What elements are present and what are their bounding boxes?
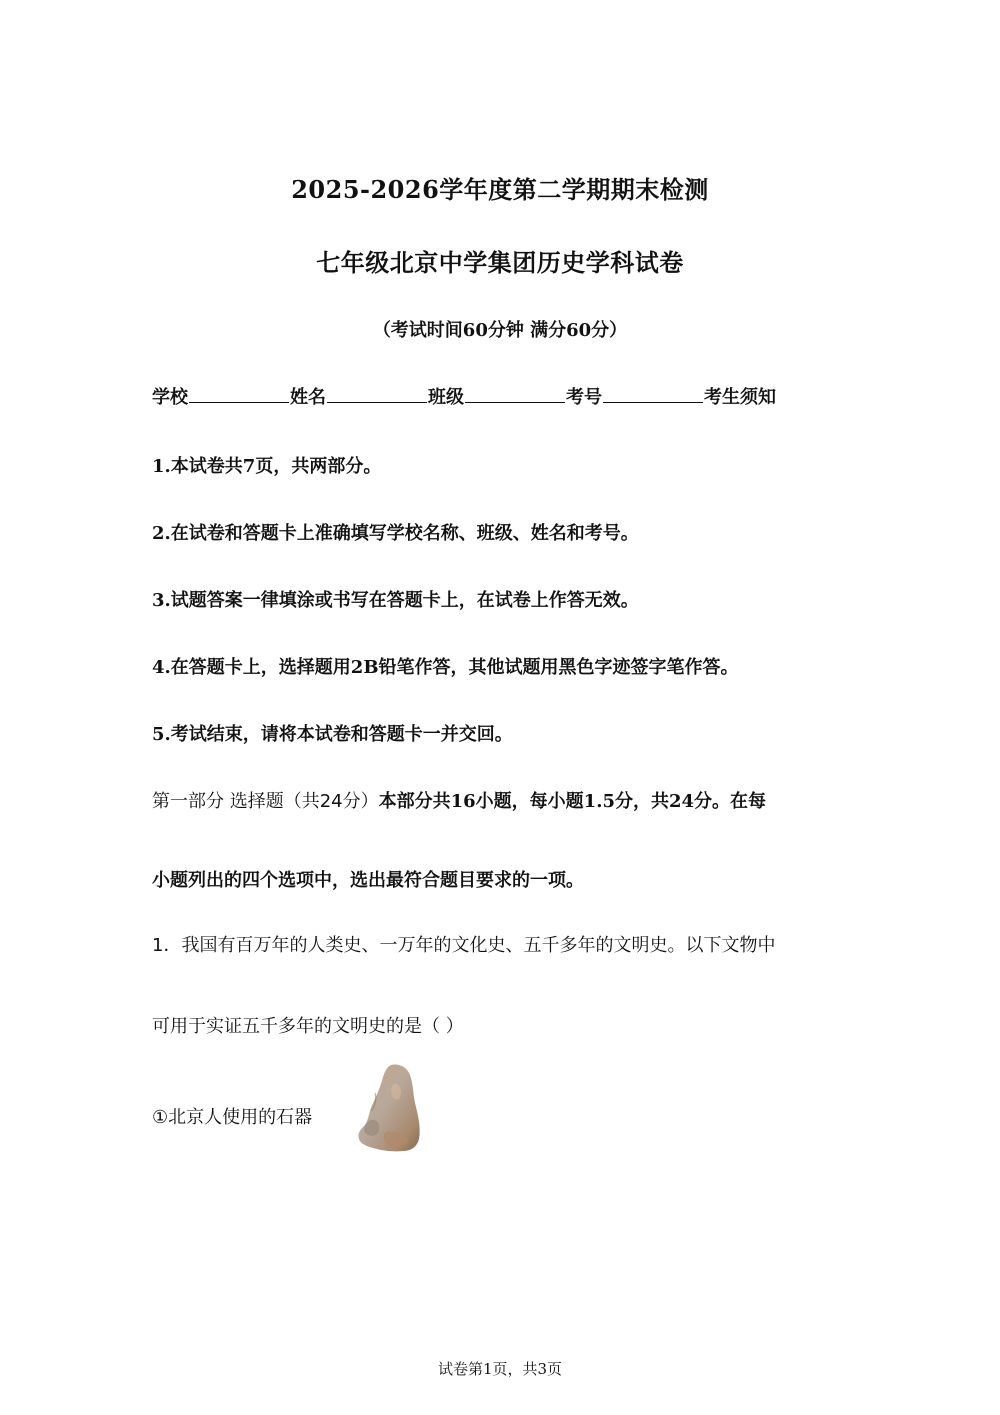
instruction-3: 3.试题答案一律填涂或书写在答题卡上，在试卷上作答无效。 bbox=[152, 590, 639, 611]
student-info-row bbox=[152, 383, 776, 409]
exam-info: （考试时间60分钟 满分60分） bbox=[372, 320, 628, 341]
exam-title-line1: 2025-2026学年度第二学期期末检测 bbox=[291, 175, 709, 204]
part-one-intro-line2: 小题列出的四个选项中，选出最符合题目要求的一项。 bbox=[152, 870, 584, 891]
stone-tool-image bbox=[355, 1063, 425, 1155]
name-blank[interactable] bbox=[327, 384, 427, 403]
instruction-1: 1.本试卷共7页，共两部分。 bbox=[152, 456, 382, 477]
exam-title-line2: 七年级北京中学集团历史学科试卷 bbox=[316, 248, 684, 277]
instruction-2: 2.在试卷和答题卡上准确填写学校名称、班级、姓名和考号。 bbox=[152, 523, 639, 544]
exam-number-label: 考号 bbox=[566, 387, 602, 408]
class-blank[interactable] bbox=[465, 384, 565, 403]
part-one-intro-bold: 本部分共16小题，每小题1.5分，共24分。在每 bbox=[378, 791, 767, 812]
page-footer: 试卷第1页，共3页 bbox=[437, 1360, 563, 1378]
school-label: 学校 bbox=[152, 387, 188, 408]
question-1-option-1: ①北京人使用的石器 bbox=[152, 1107, 313, 1128]
instruction-5: 5.考试结束，请将本试卷和答题卡一并交回。 bbox=[152, 724, 513, 745]
notice-label: 考生须知 bbox=[704, 387, 776, 408]
school-blank[interactable] bbox=[189, 384, 289, 403]
question-1-stem-line1: 1．我国有百万年的人类史、一万年的文化史、五千多年的文明史。以下文物中 bbox=[152, 935, 776, 956]
exam-number-blank[interactable] bbox=[603, 384, 703, 403]
instruction-4: 4.在答题卡上，选择题用2B铅笔作答，其他试题用黑色字迹签字笔作答。 bbox=[152, 657, 739, 678]
class-label: 班级 bbox=[428, 387, 464, 408]
part-one-heading: 第一部分 选择题（共24分） bbox=[152, 791, 379, 812]
part-one-intro-line1 bbox=[152, 787, 766, 813]
name-label: 姓名 bbox=[290, 387, 326, 408]
question-1-stem-line2: 可用于实证五千多年的文明史的是（ ） bbox=[152, 1016, 464, 1037]
